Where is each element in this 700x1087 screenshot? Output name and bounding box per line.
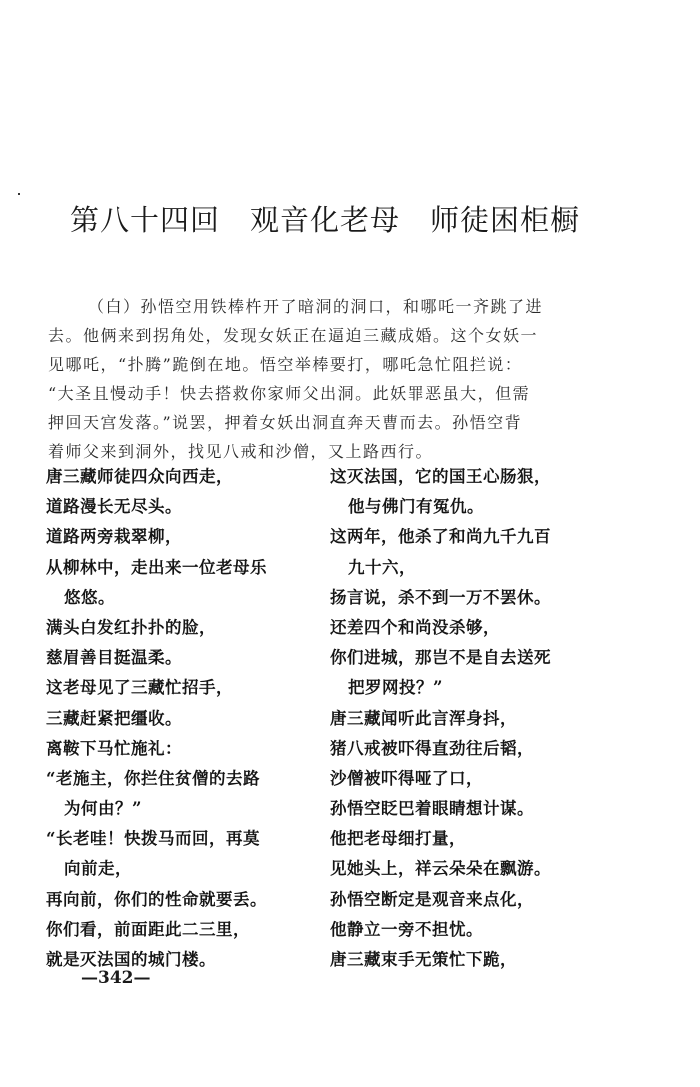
verse-line: 你们进城，那岂不是自去送死 bbox=[330, 648, 551, 668]
verse-line: 道路漫长无尽头。 bbox=[46, 497, 182, 517]
intro-line: 押回天宫发落。”说罢，押着女妖出洞直奔天曹而去。孙悟空背 bbox=[48, 413, 523, 432]
verse-line: 扬言说，杀不到一万不罢休。 bbox=[330, 587, 551, 607]
verse-line: 悠悠。 bbox=[64, 587, 115, 607]
print-speck bbox=[18, 193, 20, 195]
verse-line: 见她头上，祥云朵朵在飘游。 bbox=[330, 859, 551, 879]
verse-line: 离鞍下马忙施礼： bbox=[46, 738, 182, 758]
verse-column-right bbox=[330, 462, 610, 975]
intro-line: 着师父来到洞外，找见八戒和沙僧，又上路西行。 bbox=[48, 442, 434, 461]
verse-line: 唐三藏师徒四众向西走， bbox=[46, 467, 233, 486]
verse-line: 满头白发红扑扑的脸， bbox=[46, 617, 216, 637]
verse-line: 你们看，前面距此二三里， bbox=[46, 919, 250, 939]
verse-line: 为何由？” bbox=[64, 799, 142, 819]
verse-line: 慈眉善目挺温柔。 bbox=[46, 648, 182, 668]
verse-line: 这两年，他杀了和尚九千九百 bbox=[330, 527, 551, 547]
verse-line: 他把老母细打量， bbox=[330, 829, 466, 849]
verse-line: 孙悟空断定是观音来点化， bbox=[330, 889, 534, 909]
verse-line: “老施主，你拦住贫僧的去路 bbox=[46, 768, 260, 788]
chapter-title: 第八十四回 观音化老母 师徒困柜橱 bbox=[70, 203, 581, 237]
verse-line: 他与佛门有冤仇。 bbox=[348, 497, 484, 517]
verse-line: 九十六， bbox=[348, 557, 416, 577]
intro-paragraph bbox=[48, 292, 600, 466]
verse-line: “长老哇！快拨马而回，再莫 bbox=[46, 829, 260, 849]
verse-line: 再向前，你们的性命就要丢。 bbox=[46, 889, 267, 909]
verse-line: 唐三藏闻听此言浑身抖， bbox=[330, 708, 517, 728]
page-number: —342— bbox=[81, 968, 151, 988]
intro-line: 去。他俩来到拐角处，发现女妖正在逼迫三藏成婚。这个女妖一 bbox=[48, 326, 539, 345]
verse-line: 还差四个和尚没杀够， bbox=[330, 617, 500, 637]
verse-line: 他静立一旁不担忧。 bbox=[330, 919, 483, 939]
verse-line: 道路两旁栽翠柳， bbox=[46, 527, 182, 547]
verse-line: 从柳林中，走出来一位老母乐 bbox=[46, 557, 267, 577]
verse-line: 这老母见了三藏忙招手， bbox=[46, 678, 233, 698]
verse-line: 孙悟空眨巴着眼睛想计谋。 bbox=[330, 799, 534, 819]
verse-line: 三藏赶紧把缰收。 bbox=[46, 708, 182, 728]
verse-line: 沙僧被吓得哑了口， bbox=[330, 768, 483, 788]
verse-column-left bbox=[46, 462, 306, 975]
verse-line: 向前走， bbox=[64, 859, 132, 879]
intro-line: 见哪吒，“扑腾”跪倒在地。悟空举棒要打，哪吒急忙阻拦说： bbox=[48, 355, 523, 374]
verse-line: 唐三藏束手无策忙下跪， bbox=[330, 950, 517, 969]
intro-line: （白）孙悟空用铁棒杵开了暗洞的洞口，和哪吒一齐跳了进 bbox=[88, 297, 544, 316]
verse-line: 把罗网投？” bbox=[348, 678, 443, 698]
verse-line: 就是灭法国的城门楼。 bbox=[46, 950, 216, 969]
intro-line: “大圣且慢动手！快去搭救你家师父出洞。此妖罪恶虽大，但需 bbox=[48, 384, 531, 403]
verse-line: 这灭法国，它的国王心肠狠， bbox=[330, 467, 551, 486]
verse-line: 猪八戒被吓得直劲往后韬， bbox=[330, 738, 534, 758]
